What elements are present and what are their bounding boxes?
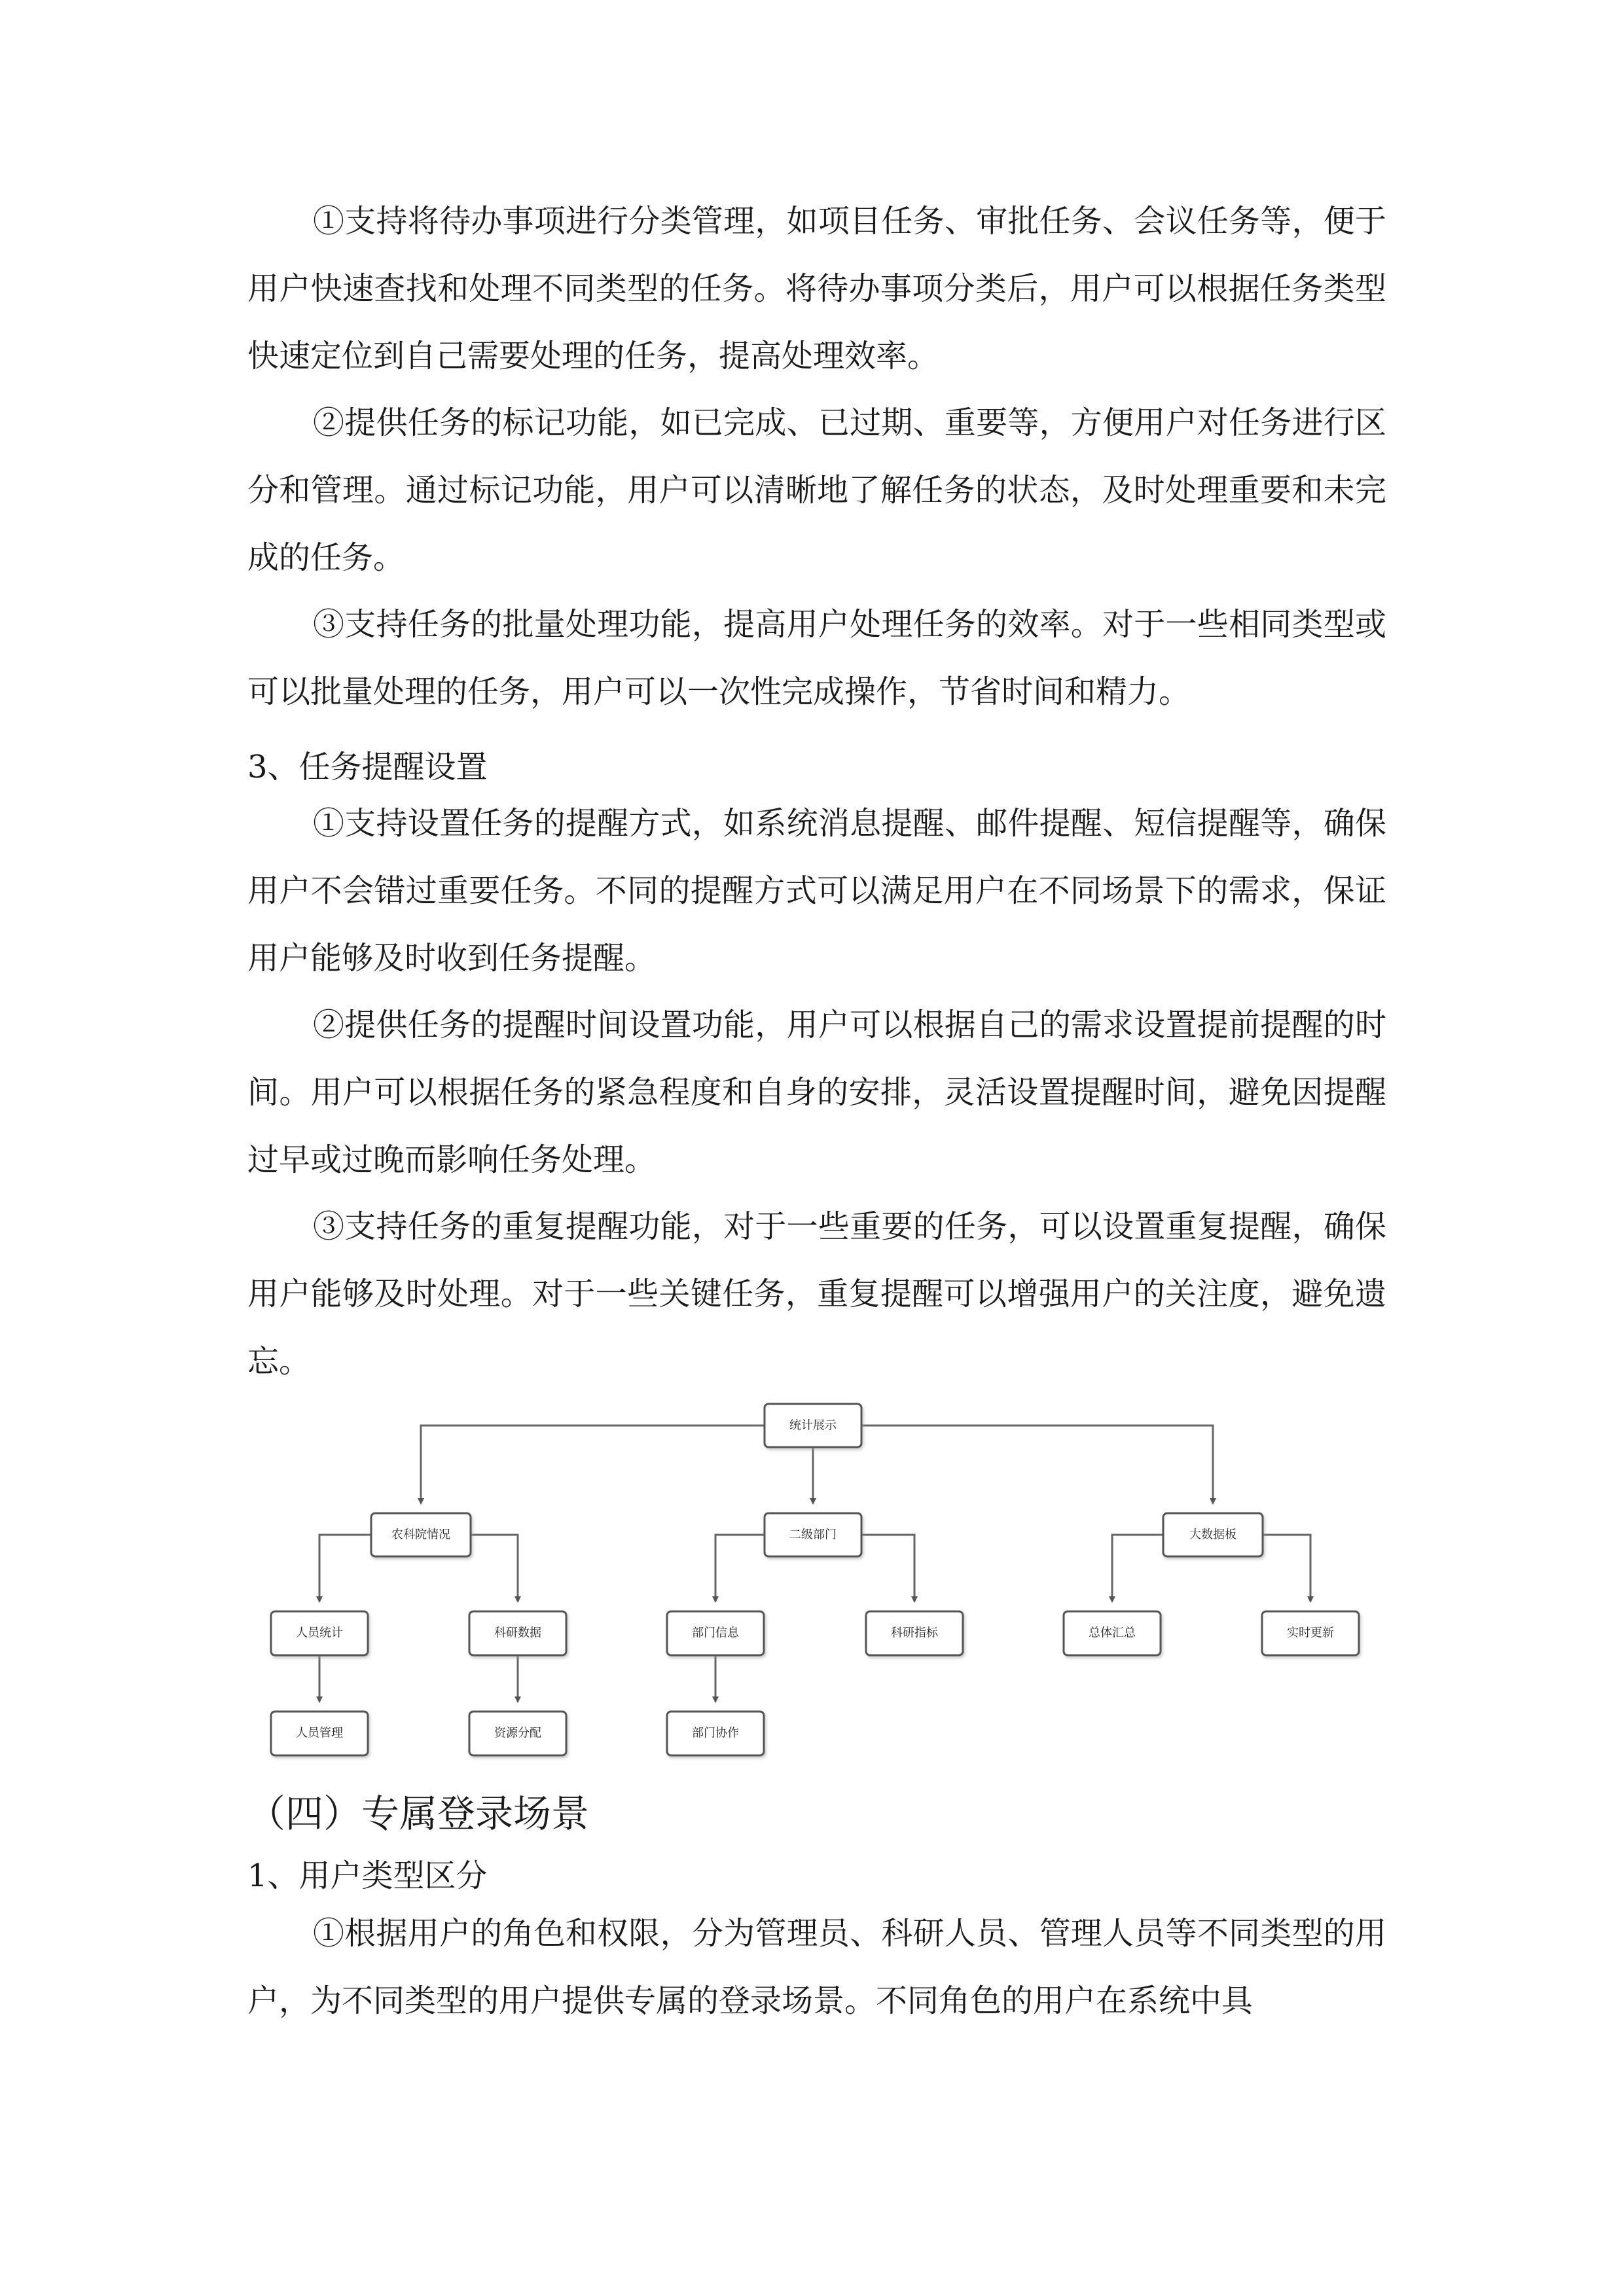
- paragraph-reminder-method: ①支持设置任务的提醒方式，如系统消息提醒、邮件提醒、短信提醒等，确保用户不会错过重要任务。不同的提醒方式可以满足用户在不同场景下的需求，保证用户能够及时收到任务提醒。: [247, 805, 1386, 977]
- node-l1-1-label: 二级部门: [789, 1528, 837, 1542]
- node-l1-0-label: 农科院情况: [391, 1528, 450, 1542]
- paragraph-reminder-time: ②提供任务的提醒时间设置功能，用户可以根据自己的需求设置提前提醒的时间。用户可以根据任务的紧急程度和自身的安排，灵活设置提醒时间，避免因提醒过早或过晚而影响任务处理。: [247, 1007, 1386, 1178]
- node-l2-4-label: 总体汇总: [1089, 1626, 1136, 1640]
- paragraph-task-classification: ①支持将待办事项进行分类管理，如项目任务、审批任务、会议任务等，便于用户快速查找和处理不同类型的任务。将待办事项分类后，用户可以根据任务类型快速定位到自己需要处理的任务，提高处理效率。: [247, 203, 1386, 374]
- node-l2-1-label: 科研数据: [494, 1626, 541, 1640]
- org-structure-diagram: [0, 1374, 1624, 1780]
- node-l3-2-label: 部门协作: [692, 1726, 739, 1740]
- node-l3-0-label: 人员管理: [296, 1726, 343, 1740]
- section-heading: （四）专属登录场景: [247, 1791, 590, 1836]
- section-subheading: 1、用户类型区分: [247, 1857, 488, 1894]
- connector-lines: [319, 1426, 1310, 1702]
- node-l2-3-label: 科研指标: [891, 1626, 938, 1640]
- node-l2-2-label: 部门信息: [692, 1626, 739, 1640]
- paragraph-batch-processing: ③支持任务的批量处理功能，提高用户处理任务的效率。对于一些相同类型或可以批量处理的任务，用户可以一次性完成操作，节省时间和精力。: [247, 606, 1386, 710]
- node-l2-5-label: 实时更新: [1287, 1626, 1334, 1640]
- subheading-task-reminder: 3、任务提醒设置: [247, 749, 488, 785]
- paragraph-user-types: ①根据用户的角色和权限，分为管理员、科研人员、管理人员等不同类型的用户，为不同类型的用户提供专属的登录场景。不同角色的用户在系统中具: [247, 1915, 1386, 2019]
- node-root-label: 统计展示: [789, 1418, 837, 1433]
- paragraph-task-marking: ②提供任务的标记功能，如已完成、已过期、重要等，方便用户对任务进行区分和管理。通过标记功能，用户可以清晰地了解任务的状态，及时处理重要和未完成的任务。: [247, 404, 1386, 576]
- node-l2-0-label: 人员统计: [296, 1626, 343, 1640]
- node-l1-2-label: 大数据板: [1189, 1528, 1236, 1542]
- paragraph-repeat-reminder: ③支持任务的重复提醒功能，对于一些重要的任务，可以设置重复提醒，确保用户能够及时处理。对于一些关键任务，重复提醒可以增强用户的关注度，避免遗忘。: [247, 1208, 1386, 1380]
- node-l3-1-label: 资源分配: [494, 1726, 541, 1740]
